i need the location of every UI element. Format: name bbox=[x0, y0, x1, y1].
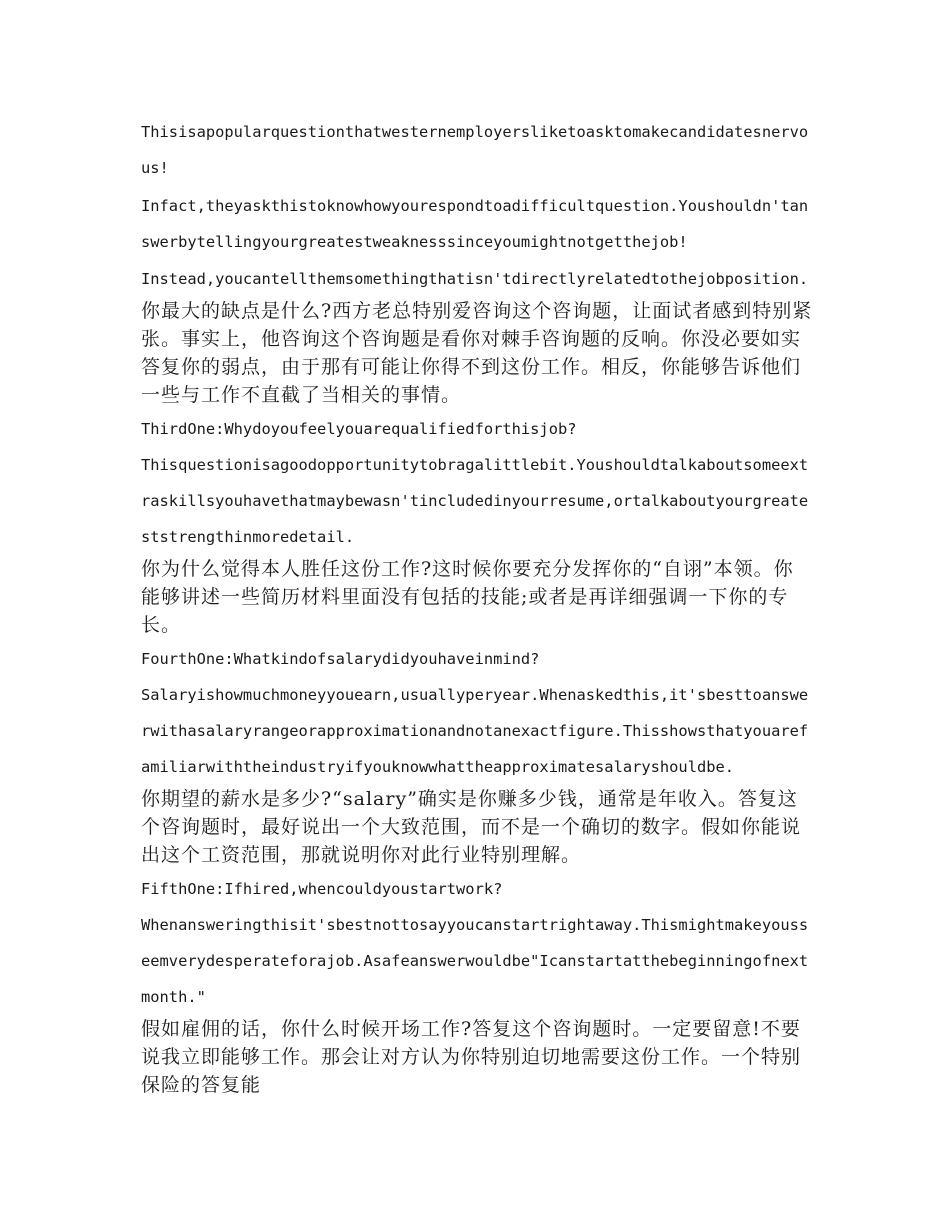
question-third: ThirdOne:Whydoyoufeelyouarequalifiedforthisjob? bbox=[141, 420, 577, 438]
paragraph-intro-question: Thisisapopularquestionthatwesternemployersliketoasktomakecandidatesnervous! bbox=[141, 123, 809, 177]
question-fourth: FourthOne:Whatkindofsalarydidyouhaveinmind? bbox=[141, 650, 540, 668]
paragraph-start-work-chinese: 假如雇佣的话，你什么时候开场工作?答复这个咨询题时。一定要留意!不要说我立即能够工作。那会让对方认为你特别迫切地需要这份工作。一个特别保险的答复能 bbox=[141, 1018, 802, 1096]
paragraph-salary-chinese: 你期望的薪水是多少?“salary”确实是你赚多少钱，通常是年收入。答复这个咨询题时，最好说出一个大致范围，而不是一个确切的数字。假如你能说出这个工资范围，那就说明你对此行业特别理解。 bbox=[141, 788, 802, 866]
question-fifth: FifthOne:Ifhired,whencouldyoustartwork? bbox=[141, 880, 503, 898]
paragraph-weakness-chinese: 你最大的缺点是什么?西方老总特别爱咨询这个咨询题，让面试者感到特别紧张。事实上，他咨询这个咨询题是看你对棘手咨询题的反响。你没必要如实答复你的弱点，由于那有可能让你得不到这份工作。相反，你能够告诉他们一些与工作不直截了当相关的事情。 bbox=[141, 300, 813, 406]
paragraph-instead: Instead,youcantellthemsomethingthatisn'tdirectlyrelatedtothejobposition. bbox=[141, 270, 809, 288]
paragraph-brag: Thisquestionisagoodopportunitytobragalittlebit.Youshouldtalkaboutsomeextraskillsyouhavethatmaybewasn'tincludedinyourresume,ortalkaboutyourgreateststrengthinmoredetail. bbox=[141, 456, 809, 546]
paragraph-start-work: Whenansweringthisit'sbestnottosayyoucanstartrightaway.Thismightmakeyousseemverydesperateforajob.Asafeanswerwouldbe"Icanstartatthebeginningofnextmonth." bbox=[141, 916, 809, 1006]
document-body bbox=[141, 114, 813, 1099]
paragraph-salary: Salaryishowmuchmoneyyouearn,usuallyperyear.Whenaskedthis,it'sbesttoanswerwithasalaryrangeorapproximationandnotanexactfigure.Thisshowsthatyouarefamiliarwiththeindustryifyouknowwhattheapproximatesalaryshouldbe. bbox=[141, 686, 809, 776]
paragraph-in-fact: Infact,theyaskthistoknowhowyourespondtoadifficultquestion.Youshouldn'tanswerbytellingyourgreatestweaknesssinceyoumightnotgetthejob! bbox=[141, 197, 809, 251]
paragraph-qualified-chinese: 你为什么觉得本人胜任这份工作?这时候你要充分发挥你的“自诩”本领。你能够讲述一些简历材料里面没有包括的技能;或者是再详细强调一下你的专长。 bbox=[141, 558, 794, 636]
